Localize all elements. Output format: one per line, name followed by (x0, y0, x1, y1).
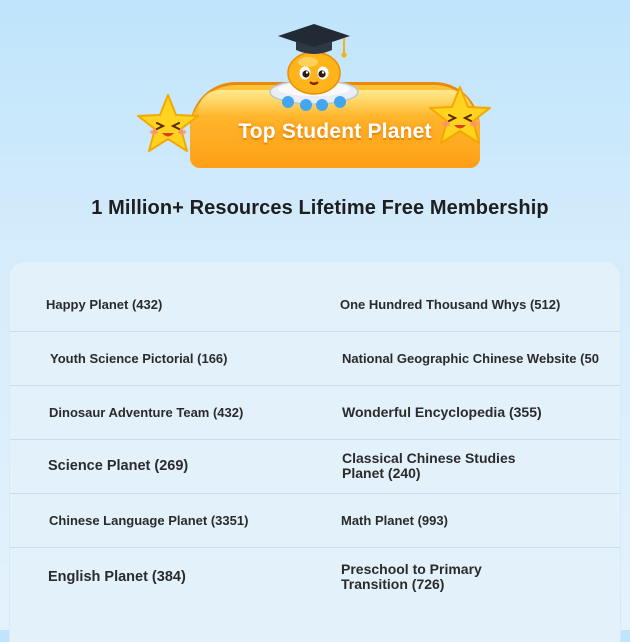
banner (0, 0, 630, 180)
resource-happy-planet[interactable]: Happy Planet (432) (46, 296, 163, 312)
resource-card (10, 262, 620, 642)
headline: 1 Million+ Resources Lifetime Free Membership (91, 197, 549, 219)
resource-science-planet[interactable]: Science Planet (269) (48, 457, 189, 474)
table-row (10, 277, 620, 332)
resource-english-planet[interactable]: English Planet (384) (48, 568, 186, 585)
resource-chinese-language-planet[interactable]: Chinese Language Planet (3351) (49, 512, 249, 528)
resource-classical-chinese-studies[interactable]: Classical Chinese Studies Planet (240) (342, 450, 516, 481)
table-row (10, 547, 620, 607)
resource-dinosaur-adventure-team[interactable]: Dinosaur Adventure Team (432) (49, 404, 244, 420)
banner-title: Top Student Planet (238, 120, 432, 143)
resource-youth-science-pictorial[interactable]: Youth Science Pictorial (166) (50, 350, 228, 366)
table-row (10, 493, 620, 548)
table-row (10, 331, 620, 386)
resource-national-geographic[interactable]: National Geographic Chinese Website (50 (342, 350, 599, 366)
resource-math-planet[interactable]: Math Planet (993) (341, 512, 448, 528)
resource-wonderful-encyclopedia[interactable]: Wonderful Encyclopedia (355) (342, 403, 542, 420)
resource-preschool-to-primary[interactable]: Preschool to Primary Transition (726) (341, 561, 482, 592)
table-row (10, 439, 620, 494)
resource-hundred-thousand-whys[interactable]: One Hundred Thousand Whys (512) (340, 296, 561, 312)
ufo-mascot-icon (258, 18, 370, 118)
table-row (10, 385, 620, 440)
